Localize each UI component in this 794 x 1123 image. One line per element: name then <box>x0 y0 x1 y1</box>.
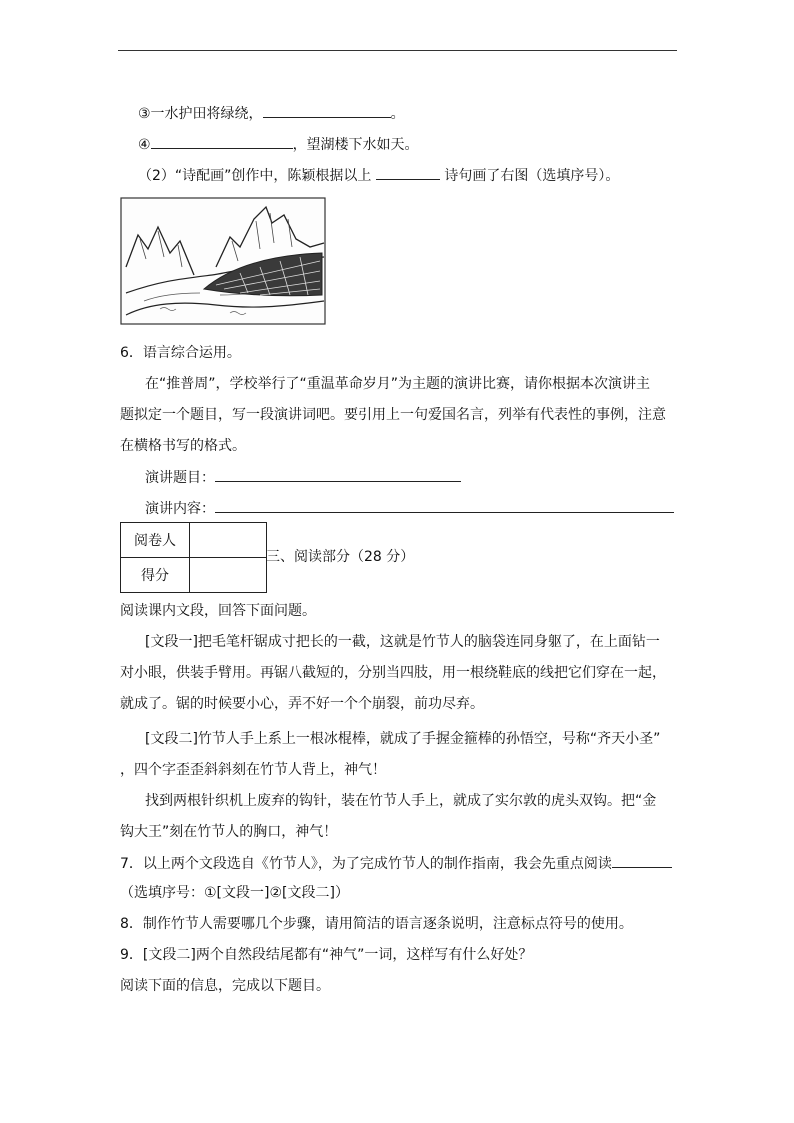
q5-item-3-blank[interactable] <box>263 103 391 118</box>
passage-2-line-1: [文段二]竹节人手上系上一根冰棍棒，就成了手握金箍棒的孙悟空，号称“齐天小圣” <box>145 731 661 747</box>
section-3-title: 三、阅读部分（28 分） <box>266 549 415 565</box>
section-3-intro: 阅读课内文段，回答下面问题。 <box>120 603 316 619</box>
q6-title: 6．语言综合运用。 <box>120 345 241 361</box>
passage-2-line-4: 钩大王”刻在竹节人的胸口，神气！ <box>120 824 338 840</box>
score-cell[interactable] <box>190 558 267 593</box>
passage-1-line-3: 就成了。锯的时候要小心，弄不好一个个崩裂，前功尽弃。 <box>120 696 484 712</box>
q5-sub-2-prefix: （2）“诗配画”创作中，陈颖根据以上 <box>138 168 372 184</box>
q7-line-2: （选填序号：①[文段一]②[文段二]） <box>120 885 349 901</box>
q9-text: 9．[文段二]两个自然段结尾都有“神气”一词，这样写有什么好处？ <box>120 947 533 963</box>
q6-content-label: 演讲内容： <box>145 501 215 517</box>
q6-topic-label: 演讲题目： <box>145 470 215 486</box>
q5-item-4 <box>138 134 419 155</box>
q5-item-4-suffix: ，望湖楼下水如天。 <box>292 137 419 153</box>
q6-content-blank[interactable] <box>215 498 674 513</box>
score-box <box>120 522 267 593</box>
q5-item-4-prefix: ④ <box>138 137 151 153</box>
reviewer-cell[interactable] <box>190 523 267 558</box>
q6-topic-blank[interactable] <box>215 467 461 482</box>
q6-content-row <box>145 498 674 519</box>
q5-sub-2-blank[interactable] <box>376 165 440 180</box>
header-rule <box>118 50 677 51</box>
passage-2-line-2: ，四个字歪歪斜斜刻在竹节人背上，神气！ <box>120 762 386 778</box>
q8-text: 8．制作竹节人需要哪几个步骤，请用简洁的语言逐条说明，注意标点符号的使用。 <box>120 916 633 932</box>
q5-item-3-suffix: 。 <box>390 106 405 122</box>
score-label: 得分 <box>121 558 190 593</box>
poem-illustration <box>120 197 326 325</box>
q7-text: 7．以上两个文段选自《竹节人》，为了完成竹节人的制作指南，我会先重点阅读 <box>120 856 612 872</box>
q6-topic-row <box>145 467 461 488</box>
q7-line-1 <box>120 853 672 874</box>
q5-sub-2-suffix: 诗句画了右图（选填序号）。 <box>444 168 620 184</box>
passage-2-line-3: 找到两根针织机上废弃的钩针，装在竹节人手上，就成了实尔敦的虎头双钩。把“金 <box>145 793 657 809</box>
q5-sub-2 <box>138 165 619 186</box>
reviewer-label: 阅卷人 <box>121 523 190 558</box>
q5-item-4-blank[interactable] <box>151 134 293 149</box>
q6-para-line-1: 在“推普周”，学校举行了“重温革命岁月”为主题的演讲比赛，请你根据本次演讲主 <box>145 376 651 392</box>
q7-blank[interactable] <box>612 853 672 868</box>
q6-para-line-2: 题拟定一个题目，写一段演讲词吧。要引用上一句爱国名言，列举有代表性的事例，注意 <box>120 407 666 423</box>
passage-1-line-2: 对小眼，供装手臂用。再锯八截短的，分别当四肢，用一根绕鞋底的线把它们穿在一起， <box>120 665 666 681</box>
q5-item-3 <box>138 103 405 124</box>
q6-para-line-3: 在横格书写的格式。 <box>120 438 246 454</box>
q5-item-3-prefix: ③一水护田将绿绕， <box>138 106 263 122</box>
passage-1-line-1: [文段一]把毛笔杆锯成寸把长的一截，这就是竹节人的脑袋连同身躯了，在上面钻一 <box>145 634 660 650</box>
next-section-intro: 阅读下面的信息，完成以下题目。 <box>120 978 330 994</box>
